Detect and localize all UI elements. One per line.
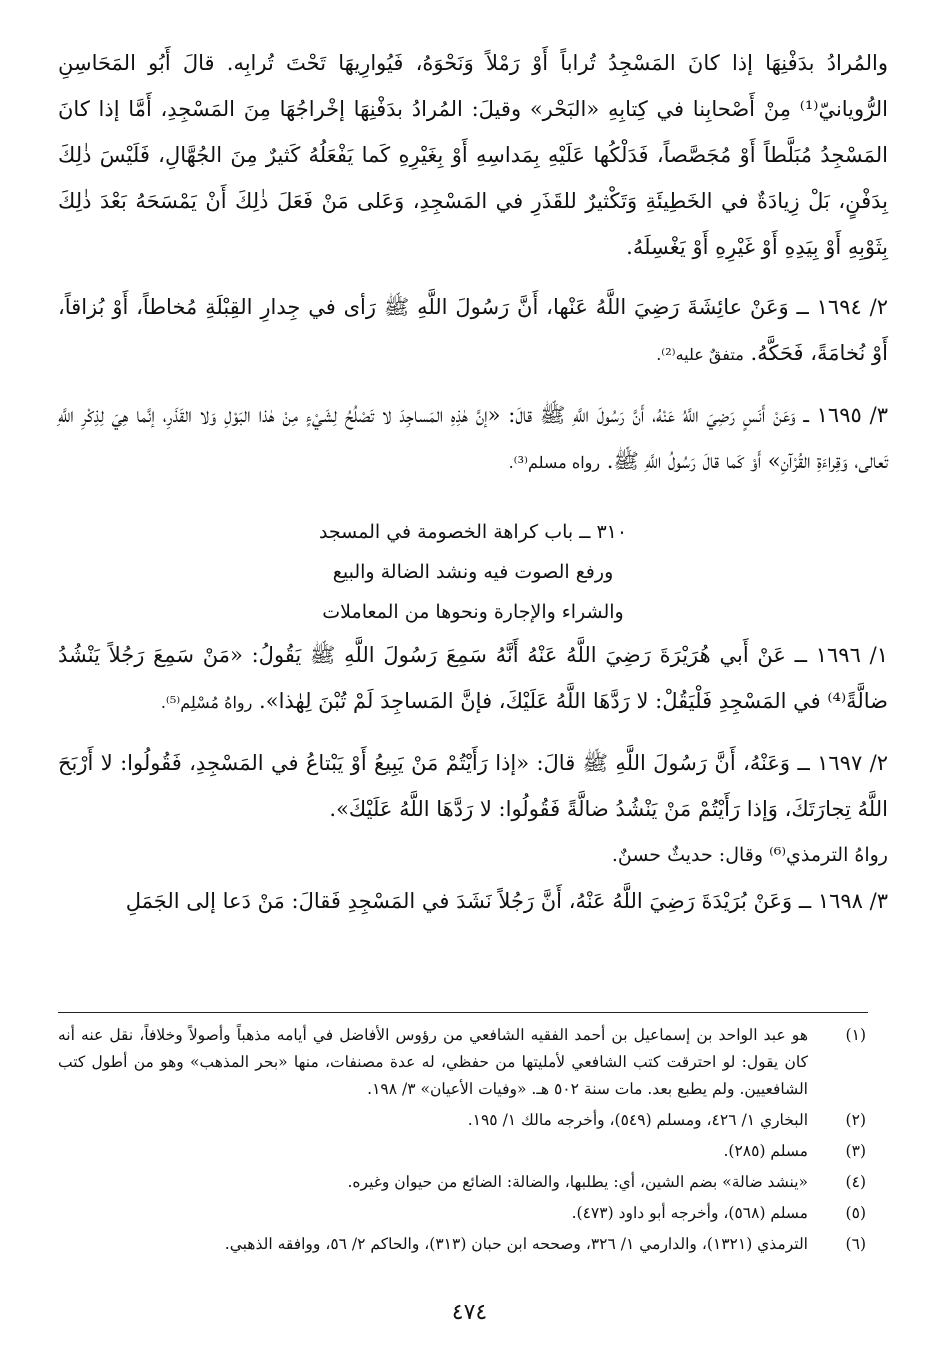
footnote [58,1138,866,1165]
chapter-line-3: والشراء والإجارة ونحوها من المعاملات [322,601,624,623]
footnotes [58,1022,866,1262]
hadith-1694 [58,284,888,378]
footnote-text: هو عبد الواحد بن إسماعيل بن أحمد الفقيه الشافعي من رؤوس الأفاضل في أيامه مذهباً وأصولاً وخلافاً، نقل عنه أنه كان يقول: لو احترقت كتب الشافعي لأمليتها من حفظي، له عدة مصنفات، منها «بحر المذهب» وهو من أطول كتب الشافعيين. ولم يطبع بعد. مات سنة ٥٠٢ هـ. «وفيات الأعيان» ٣/ ١٩٨. [58,1026,808,1098]
chapter-line-1: ٣١٠ ــ باب كراهة الخصومة في المسجد [318,521,628,543]
chapter-line-2: ورفع الصوت فيه ونشد الضالة والبيع [332,561,614,583]
footnote-number: (٤) [845,1173,866,1191]
hadith-source: رواه مسلم⁽³⁾. [508,453,601,472]
hadith-1695 [58,392,888,486]
footnote-number: (٦) [845,1235,866,1253]
hadith-text: ١/ ١٦٩٦ ــ عَنْ أَبي هُرَيْرَةَ رَضِيَ اللَّهُ عَنْهُ أَنَّهُ سَمِعَ رَسُولَ اللَّهِ ﷺ يَقُولُ: «مَنْ سَمِعَ رَجُلاً يَنْشُدُ ضالَّةً⁽⁴⁾ في المَسْجِدِ فَلْيَقُلْ: لا رَدَّهَا اللَّهُ عَلَيْكَ، فإنَّ المَساجِدَ لَمْ تُبْنَ لِهٰذا». [58,643,888,713]
footnote-text: مسلم (٢٨٥). [723,1142,808,1160]
footnote [58,1022,866,1103]
footnote-text: البخاري ١/ ٤٢٦، ومسلم (٥٤٩)، وأخرجه مالك ١/ ١٩٥. [467,1111,808,1129]
hadith-source: متفقٌ عليه⁽²⁾. [656,345,744,364]
footnote-text: مسلم (٥٦٨)، وأخرجه أبو داود (٤٧٣). [571,1204,808,1222]
footnote [58,1169,866,1196]
footnote [58,1107,866,1134]
page-number: ٤٧٤ [451,1300,488,1325]
hadith-source: رواهُ مُسْلِم⁽⁵⁾. [160,693,253,712]
hadith-source: رواهُ الترمذي⁽⁶⁾ وقال: حديثٌ حسنٌ. [611,844,888,866]
chapter-heading [58,512,888,632]
hadith-1696 [58,632,888,726]
footnote-separator [58,1012,868,1013]
footnote-text: «ينشد ضالة» بضم الشين، أي: يطلبها، والضالة: الضائع من حيوان وغيره. [347,1173,808,1191]
footnote [58,1200,866,1227]
footnote-number: (٥) [845,1204,866,1222]
footnote-number: (٣) [845,1142,866,1160]
hadith-1698: ٣/ ١٦٩٨ ــ وَعَنْ بُرَيْدَةَ رَضِيَ اللَّهُ عَنْهُ، أَنَّ رَجُلاً نَشَدَ في المَسْجِدِ فَقالَ: مَنْ دَعا إلى الجَمَلِ [125,889,888,913]
footnote [58,1231,866,1258]
footnote-number: (٢) [845,1111,866,1129]
hadith-1697: ٢/ ١٦٩٧ ــ وَعَنْهُ، أَنَّ رَسُولَ اللَّهِ ﷺ قالَ: «إذا رَأَيْتُمْ مَنْ يَبِيعُ أَوْ يَبْتاعُ في المَسْجِدِ، فَقُولُوا: لا أَرْبَحَ اللَّهُ تِجارَتَكَ، وَإذا رَأَيْتُمْ مَنْ يَنْشُدُ ضالَّةً فَقُولُوا: لا رَدَّهَا اللَّهُ عَلَيْكَ». [58,751,888,821]
commentary-paragraph: والمُرادُ بدَفْنِهَا إذا كانَ المَسْجِدُ تُراباً أَوْ رَمْلاً وَنَحْوَهُ، فَيُوارِيهَا تَحْتَ تُرابِه. قالَ أَبُو المَحَاسِنِ الرُّويانيّ⁽¹⁾ مِنْ أَصْحابِنا في كِتابِهِ «البَحْر» وقيلَ: المُرادُ بدَفْنِهَا إخْراجُهَا مِنَ المَسْجِدِ، أَمَّا إذا كانَ المَسْجِدُ مُبَلَّطاً أَوْ مُجَصَّصاً، فَدَلْكُها عَلَيْهِ بِمَداسِهِ أَوْ بِغَيْرِهِ كَما يَفْعَلُهُ كَثيرٌ مِنَ الجُهَّالِ، فَلَيْسَ ذٰلِكَ بِدَفْنٍ، بَلْ زِيادَةٌ في الخَطِيئَةِ وَتَكْثيرٌ للقَذَرِ في المَسْجِدِ، وَعَلى مَنْ فَعَلَ ذٰلِكَ أَنْ يَمْسَحَهُ بَعْدَ ذٰلِكَ بِثَوْبِهِ أَوْ بِيَدِهِ أَوْ غَيْرِهِ أَوْ يَغْسِلَهُ. [58,51,888,259]
hadith-text: ٢/ ١٦٩٤ ــ وَعَنْ عائِشَةَ رَضِيَ اللَّهُ عَنْها، أَنَّ رَسُولَ اللَّهِ ﷺ رَأى في جِدارِ القِبْلَةِ مُخاطاً، أَوْ بُزاقاً، أَوْ نُخامَةً، فَحَكَّهُ. [58,295,888,365]
footnote-text: الترمذي (١٣٢١)، والدارمي ١/ ٣٢٦، وصححه ابن حبان (٣١٣)، والحاكم ٢/ ٥٦، ووافقه الذهبي. [224,1235,808,1253]
footnote-number: (١) [845,1026,866,1044]
hadith-text: ٣/ ١٦٩٥ ــ وَعَنْ أَنَسٍ رَضِيَ اللَّهُ عَنْهُ، أَنَّ رَسُولَ اللَّهِ ﷺ قالَ: «إنَّ هٰذِهِ المَساجِدَ لا تَصْلُحُ لِشَيْءٍ مِنْ هٰذا البَوْلِ وَلا القَذَرِ، إنَّما هِيَ لِذِكْرِ اللَّهِ تَعالى، وَقِراءَةِ القُرْآنِ» أَوْ كَما قالَ رَسُولُ اللَّهِ ﷺ. [58,403,888,473]
